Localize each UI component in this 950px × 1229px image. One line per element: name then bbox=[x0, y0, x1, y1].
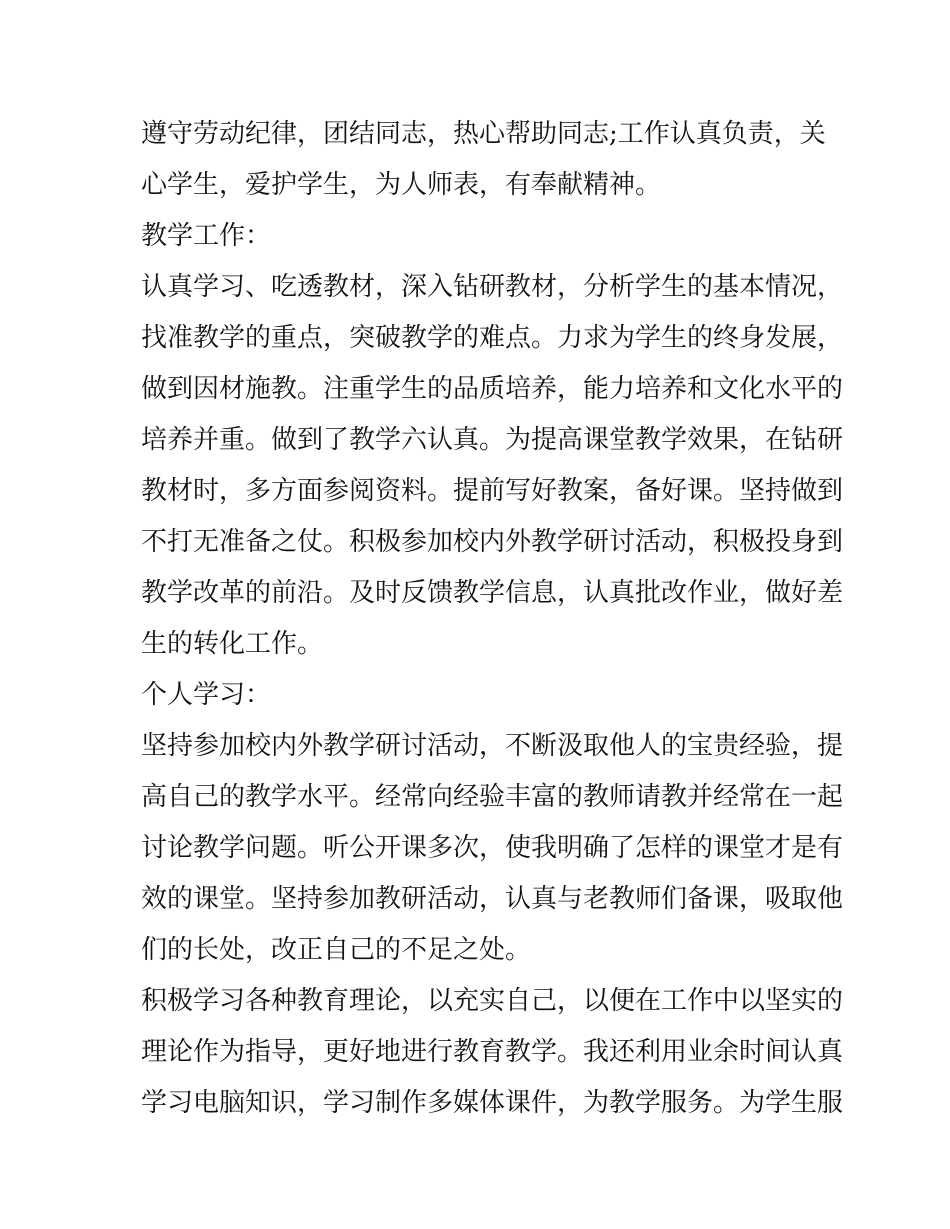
text-line: 教学改革的前沿。及时反馈教学信息，认真批改作业，做好差 bbox=[141, 578, 844, 608]
text-line: 讨论教学问题。听公开课多次，使我明确了怎样的课堂才是有 bbox=[141, 833, 844, 863]
text-line: 生的转化工作。 bbox=[141, 629, 324, 659]
text-line: 找准教学的重点，突破教学的难点。力求为学生的终身发展， bbox=[141, 323, 844, 353]
section-heading-personal-study: 个人学习： bbox=[141, 680, 272, 710]
document-body bbox=[141, 109, 844, 1129]
text-line: 坚持参加校内外教学研讨活动，不断汲取他人的宝贵经验，提 bbox=[141, 731, 844, 761]
text-line: 学习电脑知识，学习制作多媒体课件，为教学服务。为学生服 bbox=[141, 1088, 844, 1118]
text-line: 高自己的教学水平。经常向经验丰富的教师请教并经常在一起 bbox=[141, 782, 844, 812]
text-line: 遵守劳动纪律，团结同志，热心帮助同志;工作认真负责，关 bbox=[141, 119, 826, 149]
text-line: 教材时，多方面参阅资料。提前写好教案，备好课。坚持做到 bbox=[141, 476, 844, 506]
text-line: 理论作为指导，更好地进行教育教学。我还利用业余时间认真 bbox=[141, 1037, 844, 1067]
text-line: 效的课堂。坚持参加教研活动，认真与老教师们备课，吸取他 bbox=[141, 884, 844, 914]
text-line: 积极学习各种教育理论，以充实自己，以便在工作中以坚实的 bbox=[141, 986, 844, 1016]
text-line: 们的长处，改正自己的不足之处。 bbox=[141, 935, 532, 965]
text-line: 做到因材施教。注重学生的品质培养，能力培养和文化水平的 bbox=[141, 374, 844, 404]
section-heading-teaching: 教学工作： bbox=[141, 221, 272, 251]
text-line: 不打无准备之仗。积极参加校内外教学研讨活动，积极投身到 bbox=[141, 527, 844, 557]
text-line: 培养并重。做到了教学六认真。为提高课堂教学效果，在钻研 bbox=[141, 425, 844, 455]
text-line: 心学生，爱护学生，为人师表，有奉献精神。 bbox=[141, 170, 662, 200]
text-line: 认真学习、吃透教材，深入钻研教材，分析学生的基本情况， bbox=[141, 272, 844, 302]
